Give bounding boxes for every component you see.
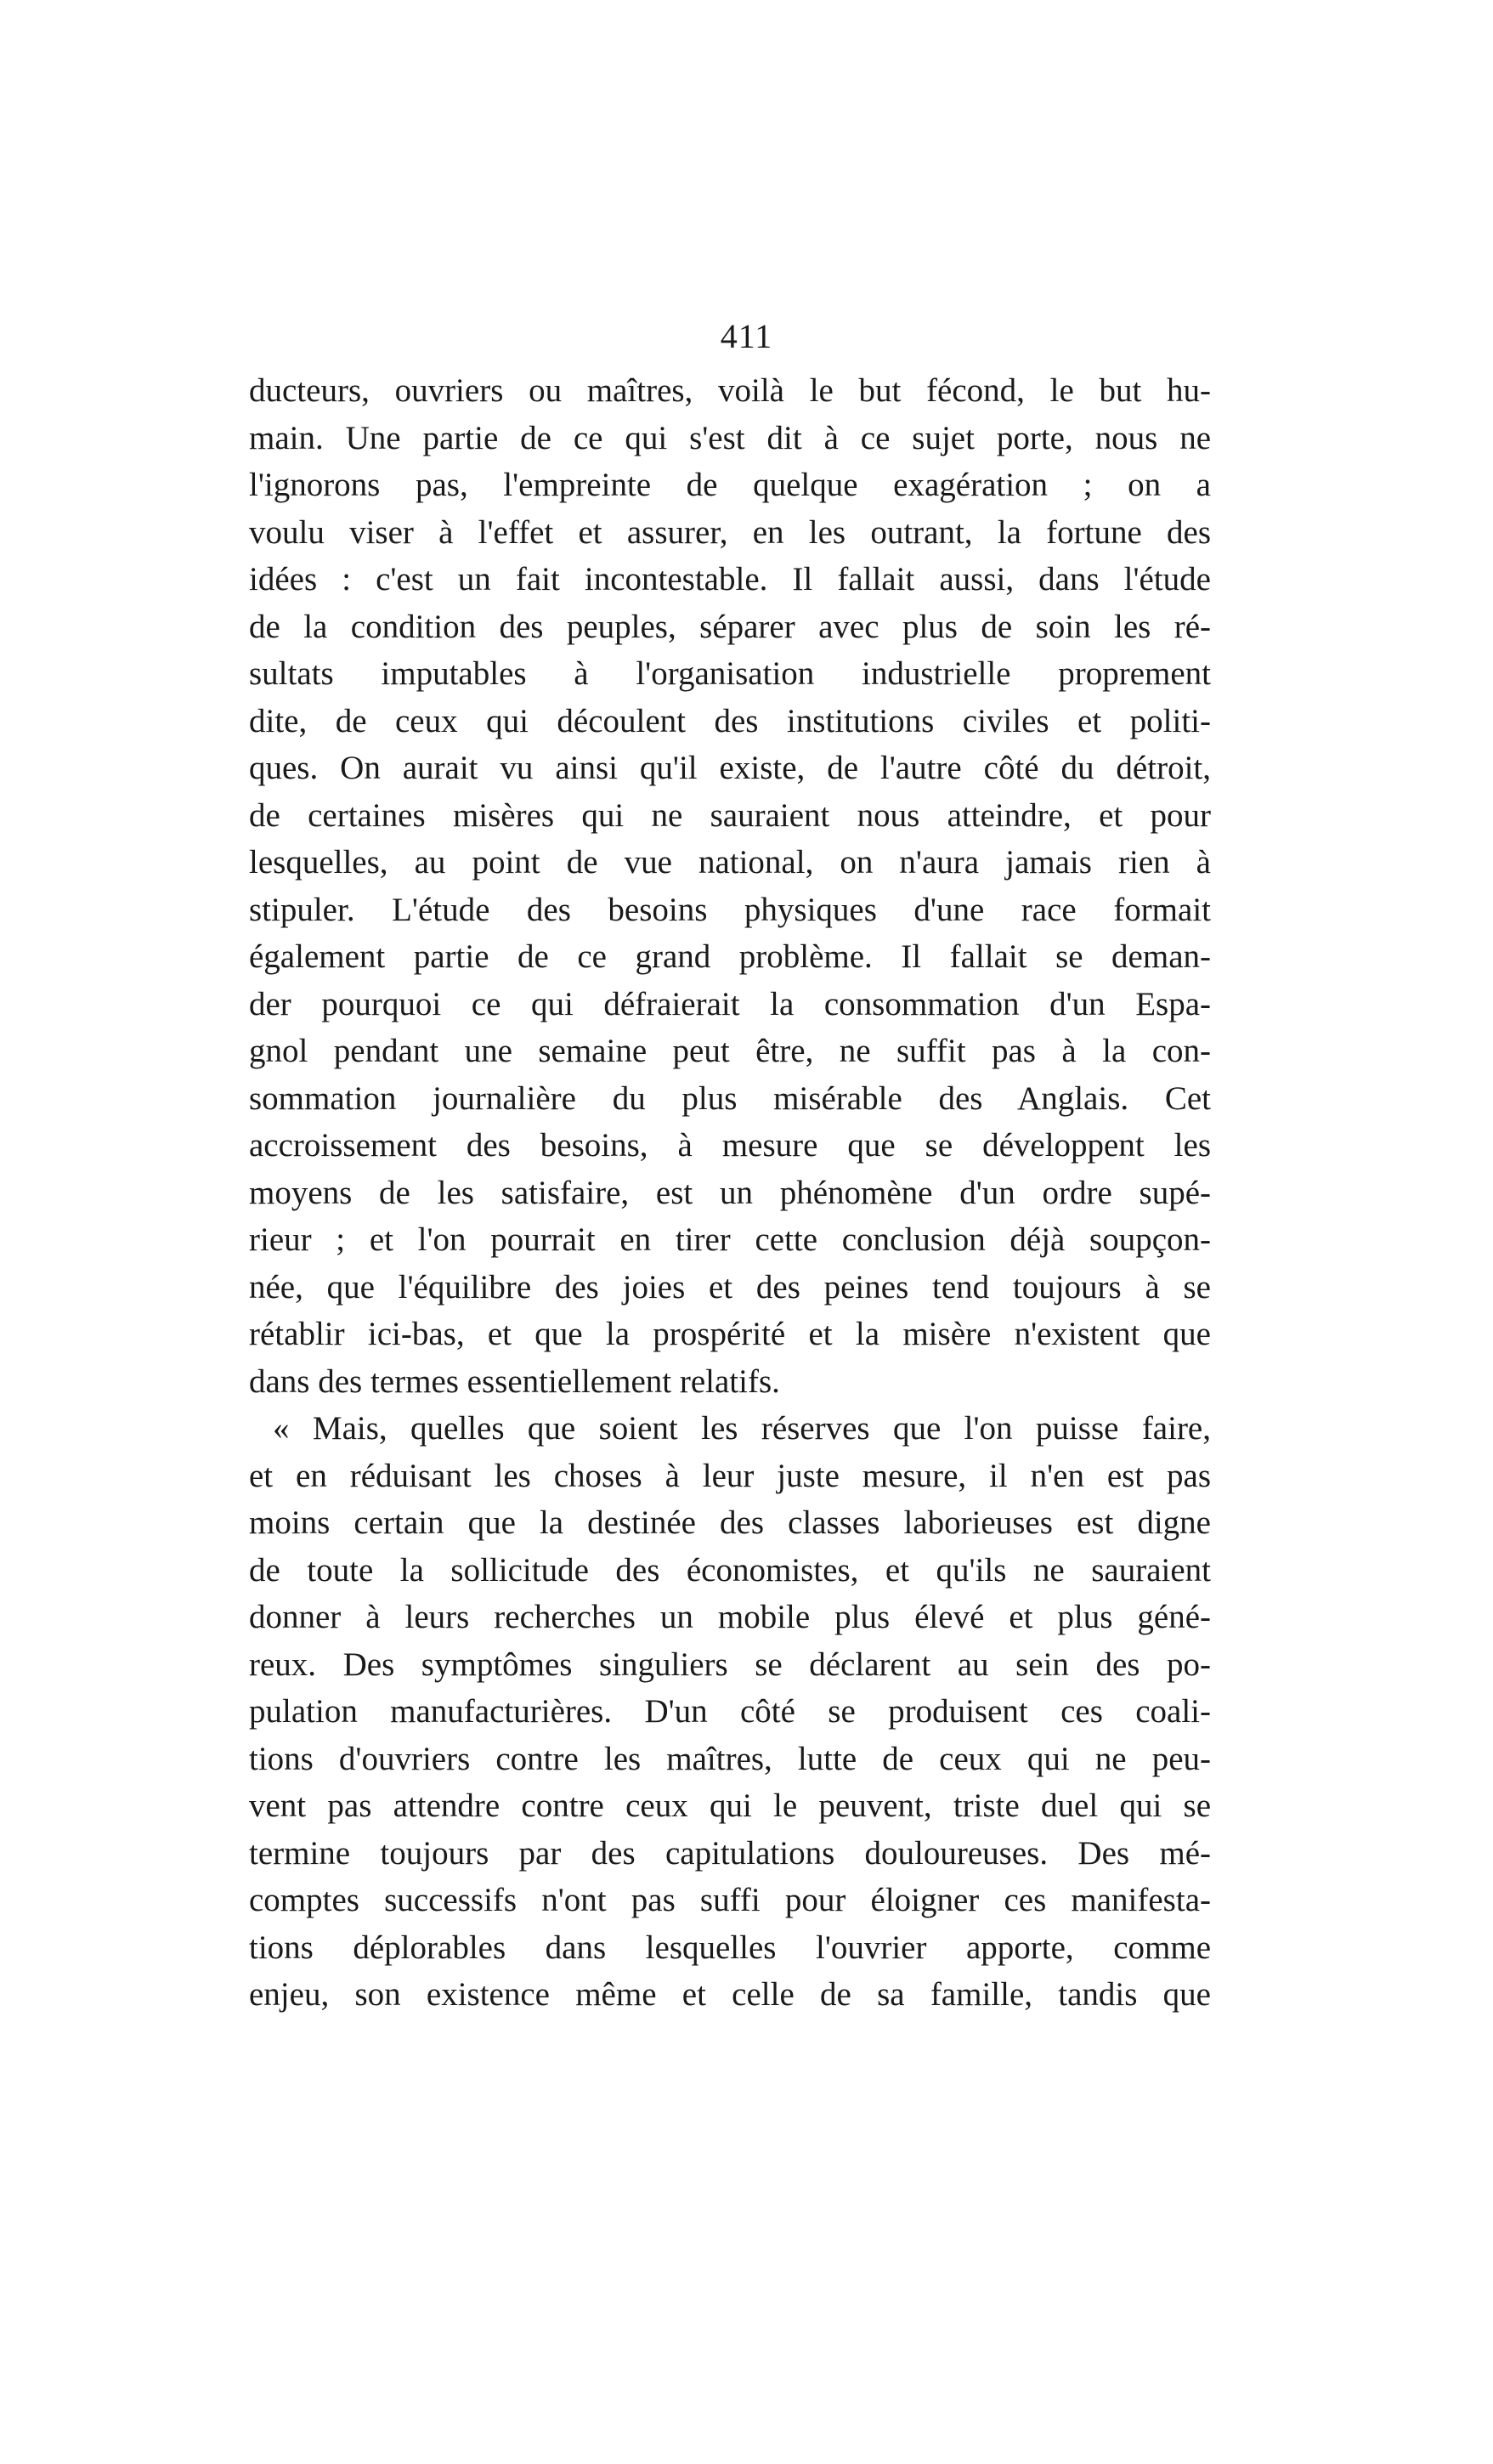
text-line: donner à leurs recherches un mobile plus élevé et plus géné- <box>249 1599 1211 1635</box>
text-line: tions déplorables dans lesquelles l'ouvrier apporte, comme <box>249 1929 1211 1966</box>
text-line: dite, de ceux qui découlent des institutions civiles et politi- <box>249 702 1211 739</box>
text-line: termine toujours par des capitulations douloureuses. Des mé- <box>249 1834 1211 1872</box>
text-line: ducteurs, ouvriers ou maîtres, voilà le but fécond, le but hu- <box>249 372 1211 409</box>
text-line: lesquelles, au point de vue national, on n'aura jamais rien à <box>249 844 1211 881</box>
text-line: née, que l'équilibre des joies et des peines tend toujours à se <box>249 1268 1211 1306</box>
text-line: moins certain que la destinée des classes laborieuses est digne <box>249 1504 1211 1541</box>
paragraph <box>249 367 1211 1405</box>
text-line: rétablir ici-bas, et que la prospérité et la misère n'existent que <box>249 1316 1211 1352</box>
text-line: accroissement des besoins, à mesure que se développent les <box>249 1127 1211 1164</box>
text-line: de toute la sollicitude des économistes, et qu'ils ne sauraient <box>249 1551 1211 1589</box>
text-line: stipuler. L'étude des besoins physiques d'une race formait <box>249 891 1211 928</box>
text-line: gnol pendant une semaine peut être, ne suffit pas à la con- <box>249 1033 1211 1069</box>
text-line: voulu viser à l'effet et assurer, en les outrant, la fortune des <box>249 513 1211 551</box>
text-line: sommation journalière du plus misérable des Anglais. Cet <box>249 1079 1211 1117</box>
body-text <box>249 367 1211 2019</box>
text-line: der pourquoi ce qui défraierait la consommation d'un Espa- <box>249 985 1211 1022</box>
text-line: main. Une partie de ce qui s'est dit à ce sujet porte, nous ne <box>249 419 1211 456</box>
text-line: de certaines misères qui ne sauraient nous atteindre, et pour <box>249 796 1211 834</box>
text-line: et en réduisant les choses à leur juste mesure, il n'en est pas <box>249 1457 1211 1494</box>
text-line: vent pas attendre contre ceux qui le peuvent, triste duel qui se <box>249 1787 1211 1824</box>
text-line: idées : c'est un fait incontestable. Il fallait aussi, dans l'étude <box>249 561 1211 598</box>
text-line: reux. Des symptômes singuliers se déclarent au sein des po- <box>249 1645 1211 1683</box>
text-line: ques. On aurait vu ainsi qu'il existe, de l'autre côté du détroit, <box>249 750 1211 786</box>
text-line: sultats imputables à l'organisation industrielle proprement <box>249 655 1211 692</box>
text-line: dans des termes essentiellement relatifs. <box>249 1362 780 1400</box>
paragraph <box>249 1405 1211 2019</box>
text-line: pulation manufacturières. D'un côté se produisent ces coali- <box>249 1693 1211 1730</box>
text-line: « Mais, quelles que soient les réserves que l'on puisse faire, <box>273 1410 1211 1447</box>
text-line: rieur ; et l'on pourrait en tirer cette conclusion déjà soupçon- <box>249 1221 1211 1258</box>
text-line: tions d'ouvriers contre les maîtres, lutte de ceux qui ne peu- <box>249 1740 1211 1777</box>
page-number: 411 <box>720 317 773 355</box>
text-line: également partie de ce grand problème. Il fallait se deman- <box>249 938 1211 975</box>
text-line: comptes successifs n'ont pas suffi pour éloigner ces manifesta- <box>249 1882 1211 1918</box>
text-line: enjeu, son existence même et celle de sa famille, tandis que <box>249 1976 1211 2013</box>
text-line: de la condition des peuples, séparer avec plus de soin les ré- <box>249 608 1211 645</box>
text-line: l'ignorons pas, l'empreinte de quelque exagération ; on a <box>249 467 1211 503</box>
text-line: moyens de les satisfaire, est un phénomène d'un ordre supé- <box>249 1174 1211 1211</box>
